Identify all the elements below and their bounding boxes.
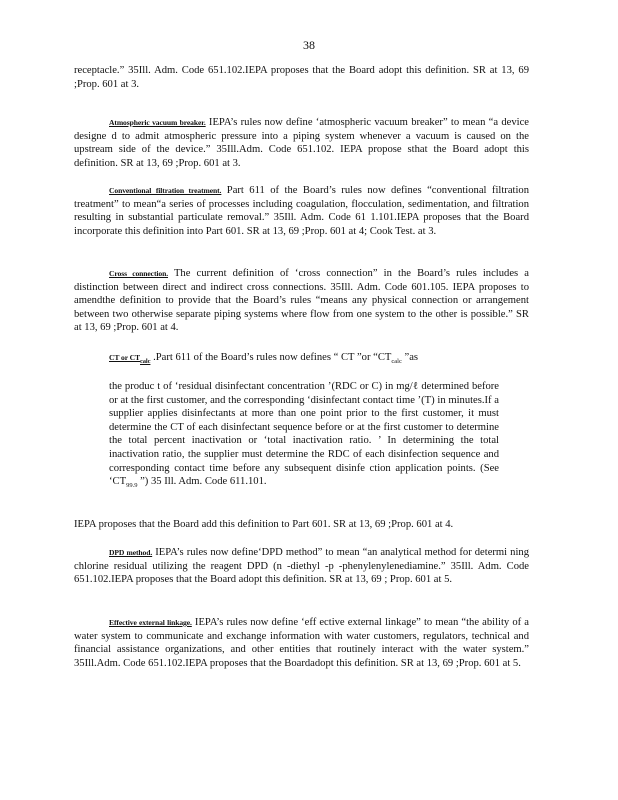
paragraph-text: Part 611 of the Board’s rules now defines “conventional filtration treatment” to mean“a series of processes including coagulation, flocculation, sedimentation, and filtration resulting in substantial particulate removal.” 35Ill. Adm. Code 61 1.101.IEPA proposes that the Board incorporate this definition into Part 601. SR at 13, 69 ;Prop. 601 at 4; Cook Test. at 3.: [74, 185, 529, 237]
paragraph-conventional-filtration: [74, 184, 529, 238]
paragraph-dpd-method: [74, 546, 529, 587]
paragraph-receptacle: [74, 64, 529, 91]
paragraph-atmospheric-vacuum-breaker: [74, 116, 529, 170]
subscript-calc: calc: [140, 358, 151, 366]
paragraph-text: receptacle.” 35Ill. Adm. Code 651.102.IEPA proposes that the Board adopt this definition. SR at 13, 69 ;Prop. 601 at 3.: [74, 65, 529, 90]
definition-heading: Effective external linkage.: [109, 618, 192, 627]
paragraph-text: ”as: [401, 352, 419, 363]
subscript-calc: calc: [391, 358, 402, 366]
paragraph-text: IEPA proposes that the Board add this definition to Part 601. SR at 13, 69 ;Prop. 601 at 4.: [74, 519, 454, 530]
paragraph-cross-connection: [74, 267, 529, 335]
paragraph-text: IEPA’s rules now define ‘atmospheric vacuum breaker” to mean “a device designe d to admit atmospheric pressure into a piping system whenever a vacuum is caused on the upstream side of the device.” 35Ill.Adm. Code 651.102. IEPA propose sthat the Board adopt this definition. SR at 13, 69 ;Prop. 601 at 3.: [74, 117, 529, 169]
paragraph-ct-calc: [74, 351, 529, 369]
paragraph-text: IEPA’s rules now define ‘eff ective external linkage” to mean “the ability of a water system to communicate and exchange information with water customers, regulators, technical and financial assistance organizations, and other entities that routinely interact with the water system.” 35Ill.Adm. Code 651.102.IEPA proposes that the Boardadopt this definition. SR at 13, 69 ;Prop. 601 at 5.: [74, 617, 529, 669]
quote-text: the produc t of ‘residual disinfectant concentration ’(RDC or C) in mg/ℓ determined before or at the first customer, and the corresponding ‘disinfectant contact time ’(T) in minutes.If a supplier applies disinfectants at more than one point prior to the first customer, it must determine the CT of each disinfectant sequence before or at the first customer to determine the total percent inactivation or ‘total inactivation ratio. ’ In determining the total inactivation ratio, the supplier must determine the RDC of each disinfection sequence and corresponding contact time before any subsequent disinfe ction application points. (See ‘CT: [109, 381, 499, 488]
definition-heading: Atmospheric vacuum breaker.: [109, 118, 206, 127]
paragraph-text: .Part 611 of the Board’s rules now defines “ CT ”or “CT: [150, 352, 392, 363]
quote-text: ”) 35 Ill. Adm. Code 611.101.: [137, 476, 267, 488]
paragraph-text: IEPA’s rules now define‘DPD method” to mean “an analytical method for determi ning chlorine residual utilizing the reagent DPD (n -diethyl -p -phenylenylenediamine.” 35Ill. Adm. Code 651.102.IEPA proposes that the Board adopt this definition. SR at 13, 69 ; Prop. 601 at 5.: [74, 547, 529, 586]
definition-heading: Conventional filtration treatment.: [109, 186, 222, 195]
paragraph-iepa-proposes: [74, 518, 529, 532]
paragraph-text: The current definition of ‘cross connection” in the Board’s rules includes a distinction between direct and indirect cross connections. 35Ill. Adm. Code 601.105. IEPA proposes to amendthe definition to provide that the Board’s rules “means any physical connection or arrangement between two otherwise separate piping systems where flow from one system to the other is possible.” SR at 13, 69 ;Prop. 601 at 4.: [74, 268, 529, 334]
page-number: 38: [303, 38, 315, 52]
paragraph-effective-external-linkage: [74, 616, 529, 670]
block-quote-ct-definition: [109, 380, 499, 493]
definition-heading: Cross connection.: [109, 269, 169, 278]
definition-heading: CT or CT: [109, 353, 140, 362]
definition-heading: DPD method.: [109, 548, 153, 557]
subscript-99-9: 99.9: [126, 482, 138, 490]
